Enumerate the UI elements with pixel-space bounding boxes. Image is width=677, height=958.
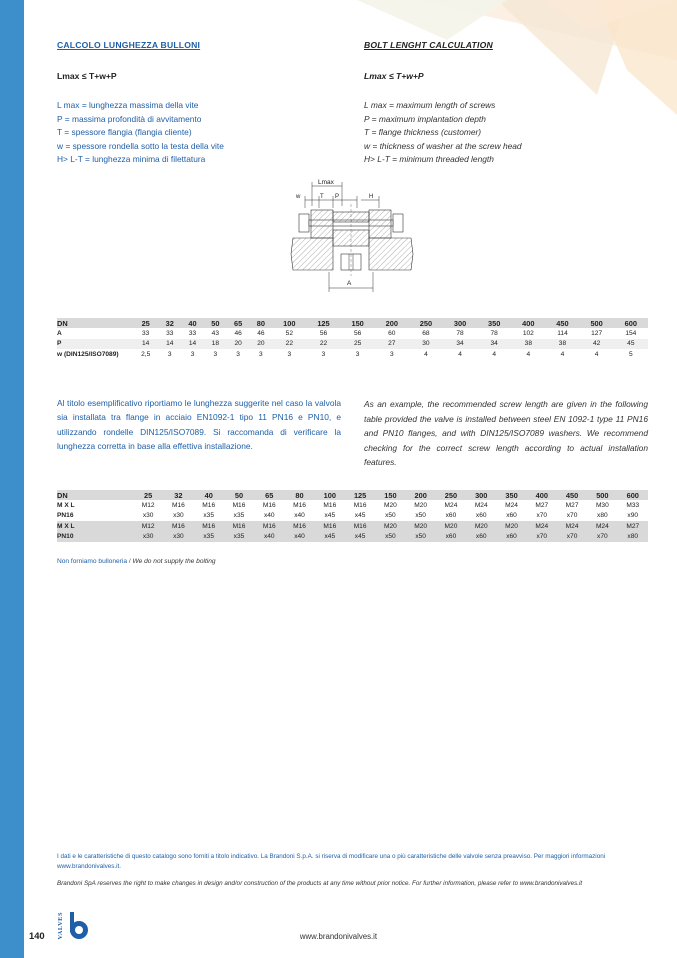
table-cell: 14 [158,339,181,349]
table-cell: x45 [354,512,366,520]
row-label: P [57,339,133,349]
table-cell: 3 [389,350,394,358]
table-cell: 78 [490,330,498,338]
table-cell: 34 [443,339,477,349]
table-cell: M20 [496,521,526,531]
table-cell: 42 [580,339,614,349]
table-cell: 3 [287,350,292,358]
table-cell: M12 [141,502,155,510]
definition-it: T = spessore flangia (flangia cliente) [57,127,192,138]
label-p: P [335,194,340,200]
dn-header-row [57,490,648,500]
table-cell: M27 [535,502,549,510]
table-cell: x70 [566,512,578,520]
label-a: A [347,280,352,287]
table-cell: M33 [626,502,640,510]
note-it: Non forniamo bulloneria / [57,558,133,565]
table-cell: 78 [456,330,464,338]
label-w: w [296,194,301,200]
table-cell: 45 [614,339,648,349]
table-cell: x70 [587,532,617,542]
table-cell: M16 [254,521,284,531]
bolt-size-table [57,490,648,542]
dn-header-cell: 450 [557,490,587,500]
table-cell: x40 [254,532,284,542]
table-cell: x80 [597,512,608,520]
table-cell: M20 [414,502,428,510]
table-cell: M20 [375,521,405,531]
bolting-note [57,558,216,565]
table-cell: 4 [424,350,428,358]
definition-it: w = spessore rondella sotto la testa della vite [57,140,224,151]
logo-wordmark: VALVES [57,912,64,940]
row-label: PN16 [57,512,74,520]
bolt-length-diagram [283,176,419,296]
dn-header-cell: 450 [545,318,579,328]
row-label: M X L [57,502,75,510]
table-cell: x70 [557,532,587,542]
table-cell: M16 [284,521,314,531]
table-cell: 14 [133,339,158,349]
dn-header-cell: 200 [406,490,436,500]
table-cell: 46 [257,330,265,338]
table-cell: M24 [587,521,617,531]
dn-header-cell: 32 [163,490,193,500]
dn-header-cell: 250 [409,318,443,328]
table-cell: M27 [565,502,579,510]
dn-header-cell: 350 [496,490,526,500]
table-cell: x40 [294,512,305,520]
table-cell: x35 [194,532,224,542]
table-cell: M24 [474,502,488,510]
table-cell: M16 [224,521,254,531]
table-cell: M16 [293,502,306,510]
table-cell: M16 [172,502,185,510]
definition-en: P = maximum implantation depth [364,113,486,124]
definition-en: H> L-T = minimum threaded length [364,154,494,165]
table-cell: x50 [415,512,426,520]
row-label: A [57,330,62,338]
table-cell: 20 [227,339,250,349]
table-cell: M16 [202,502,216,510]
table-cell: 43 [211,330,219,338]
label-lmax: Lmax [318,179,334,186]
table-cell: 25 [341,339,375,349]
example-paragraph-it: Al titolo esemplificativo riportiamo le lunghezza suggerite nel caso la valvola sia installata tra flange in acciaio EN1092-1 tipo 11 PN16 e PN10, e utilizzando rondelle DIN125/ISO7089. Si raccomanda di verificare la lunghezza corretta in base alla effettiva installazione. [57,398,341,452]
table-cell: 22 [306,339,340,349]
table-cell: M16 [323,502,337,510]
dn-header-cell: 80 [250,318,273,328]
table-cell: x50 [375,532,405,542]
definition-en: w = thickness of washer at the screw head [364,140,522,151]
dn-header-cell: 400 [511,318,545,328]
table-cell: 4 [594,350,599,358]
page-number: 140 [29,930,45,941]
table-cell: 127 [591,330,603,338]
table-cell: M20 [406,521,436,531]
table-cell: 38 [511,339,545,349]
dn-header-cell: 200 [375,318,409,328]
row-label: w (DIN125/ISO7089) [57,350,119,358]
disclaimer-it: I dati e le caratteristiche di questo catalogo sono forniti a titolo indicativo. La Brandoni S.p.A. si riserva di modificare una o più caratteristiche delle valvole senza preavviso. Per maggiori informazioni www.brandonivalves.it. [57,853,606,870]
table-cell: 38 [545,339,579,349]
table-row [57,349,648,359]
dn-header-cell: 32 [158,318,181,328]
table-cell: x30 [163,532,193,542]
dn-header-row [57,318,648,328]
table-cell: 3 [259,350,263,358]
table-cell: x80 [618,532,649,542]
website-url[interactable]: www.brandonivalves.it [299,932,378,941]
italian-column [57,40,347,167]
table-row [57,328,648,338]
table-cell: 22 [272,339,306,349]
table-cell: 2,5 [141,350,151,358]
table-cell: 56 [353,330,362,338]
table-cell: 68 [422,330,430,338]
table-cell: 52 [285,330,294,338]
row-label: M X L [57,521,133,531]
note-en: We do not supply the bolting [132,558,216,565]
dn-header-cell: 125 [345,490,375,500]
definition-it: L max = lunghezza massima della vite [57,100,199,110]
label-h: H [369,194,374,200]
table-cell: x45 [324,512,336,520]
table-cell: 33 [166,330,174,338]
table-cell: M20 [466,521,496,531]
table-cell: 33 [188,330,197,338]
table-cell: M16 [345,521,375,531]
label-t: T [320,194,324,200]
section-title-en: BOLT LENGHT CALCULATION [364,40,493,50]
table-cell: M16 [262,502,276,510]
table-cell: x60 [496,532,526,542]
dn-header-cell: 500 [587,490,617,500]
row-label: PN10 [57,532,133,542]
dn-header-cell: 40 [194,490,224,500]
definition-en: L max = maximum length of screws [364,100,496,110]
table-cell: x40 [284,532,314,542]
table-cell: 154 [625,330,637,338]
table-cell: x60 [506,512,517,520]
table-cell: M16 [232,502,246,510]
definition-it: H> L-T = lunghezza minima di filettatura [57,154,206,165]
table-cell: 27 [375,339,409,349]
dn-header-cell: 40 [181,318,204,328]
dn-header-cell: 25 [133,490,163,500]
table-cell: 4 [458,350,462,358]
table-cell: M24 [527,521,557,531]
dn-header-cell: 500 [580,318,614,328]
table-cell: 20 [250,339,273,349]
table-cell: M24 [505,502,518,510]
dn-header-cell: 600 [614,318,648,328]
table-cell: M27 [618,521,649,531]
table-cell: 3 [355,350,360,358]
table-cell: 3 [321,350,326,358]
table-cell: x70 [536,512,548,520]
table-cell: M24 [557,521,587,531]
table-cell: x60 [445,512,457,520]
dn-header-cell: 300 [443,318,477,328]
table-cell: x60 [436,532,466,542]
dn-header-cell: 300 [466,490,496,500]
table-cell: 33 [142,330,150,338]
table-cell: 60 [388,330,396,338]
table-cell: 3 [167,350,172,358]
dn-header-cell: 65 [227,318,250,328]
table-cell: M12 [133,521,163,531]
table-cell: 3 [190,350,195,358]
dn-header-cell: 50 [224,490,254,500]
formula-en: Lmax ≤ T+w+P [364,71,424,81]
table-cell: 4 [560,350,565,358]
table-row [57,339,648,349]
table-row [57,532,648,542]
definitions-en [364,99,654,167]
table-cell: x30 [133,532,163,542]
section-title-it: CALCOLO LUNGHEZZA BULLONI [57,40,201,50]
row-label: DN [57,318,133,328]
dn-header-cell: 50 [204,318,227,328]
table-cell: x70 [527,532,557,542]
table-cell: 14 [181,339,204,349]
table-cell: M20 [436,521,466,531]
dn-header-cell: 150 [341,318,375,328]
dn-header-cell: 350 [477,318,511,328]
table-cell: x50 [385,512,396,520]
dn-header-cell: 100 [272,318,306,328]
definitions-it [57,99,347,167]
table-cell: 34 [477,339,511,349]
left-sidebar-bar [0,0,24,958]
example-paragraph-en: As an example, the recommended screw length are given in the following table provided the valve is installed between steel EN 1092-1 type 11 PN16 and PN10 flanges, and with DIN125/ISO7089 washers. We recommend checking for the correct screw length according to actual installation features. [364,399,648,468]
table-cell: x90 [627,512,639,520]
table-cell: x45 [345,532,375,542]
table-cell: x50 [406,532,436,542]
dn-header-cell: 600 [618,490,649,500]
definition-en: T = flange thickness (customer) [364,127,482,138]
dn-header-cell: 100 [315,490,345,500]
table-cell: 102 [522,330,534,338]
table-cell: x60 [475,512,487,520]
dn-header-cell: 400 [527,490,557,500]
table-cell: 30 [409,339,443,349]
row-label: DN [57,490,133,500]
table-cell: M16 [194,521,224,531]
table-cell: x60 [466,532,496,542]
definition-it: P = massima profondità di avvitamento [57,113,202,124]
table-cell: 46 [234,330,242,338]
table-cell: x45 [315,532,345,542]
english-column [364,40,654,167]
table-cell: 18 [204,339,227,349]
table-cell: 56 [319,330,328,338]
table-row [57,521,648,531]
table-cell: M24 [444,502,458,510]
table-cell: M30 [595,502,609,510]
table-cell: x35 [233,512,245,520]
dn-header-cell: 80 [284,490,314,500]
dn-header-cell: 125 [306,318,340,328]
table-cell: M16 [163,521,193,531]
table-cell: 3 [236,350,240,358]
dn-header-cell: 65 [254,490,284,500]
table-row [57,511,648,521]
table-cell: M16 [353,502,367,510]
table-cell: 4 [492,350,497,358]
table-cell: x30 [173,512,184,520]
dimensions-table [57,318,648,360]
formula-it: Lmax ≤ T+w+P [57,71,117,81]
table-cell: x35 [224,532,254,542]
dn-header-cell: 150 [375,490,405,500]
table-cell: 4 [526,350,531,358]
table-cell: 5 [629,350,633,358]
disclaimer-en: Brandoni SpA reserves the right to make changes in design and/or construction of the products at any time without prior notice. For further information, please refer to www.brandonivalves.it [57,880,583,887]
table-cell: x35 [203,512,215,520]
table-cell: 3 [213,350,218,358]
table-cell: x30 [142,512,154,520]
table-cell: x40 [263,512,275,520]
table-cell: M16 [315,521,345,531]
table-cell: M20 [383,502,397,510]
table-cell: 114 [557,330,568,338]
table-row [57,500,648,510]
dn-header-cell: 250 [436,490,466,500]
dn-header-cell: 25 [133,318,158,328]
